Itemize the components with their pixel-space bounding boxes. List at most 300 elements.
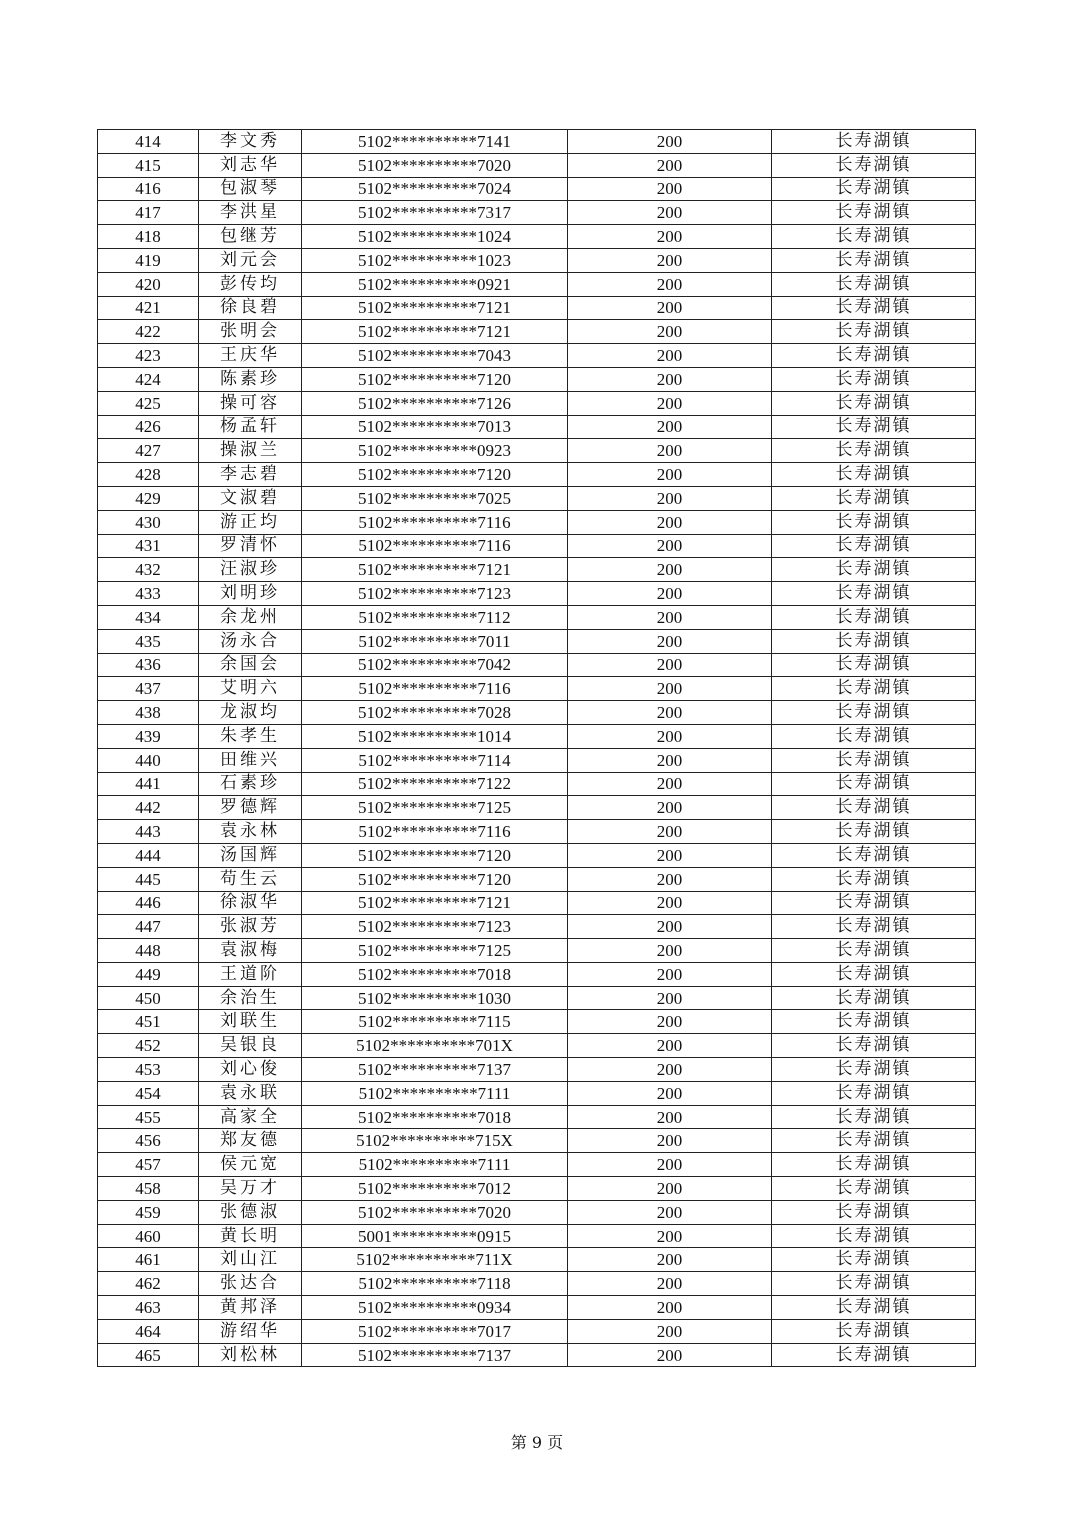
table-row — [98, 891, 976, 915]
amount-cell: 200 — [568, 939, 772, 963]
town-cell: 长寿湖镇 — [772, 177, 976, 201]
amount-cell: 200 — [568, 1200, 772, 1224]
name-cell: 黄邦泽 — [199, 1296, 302, 1320]
id-number-cell: 5102**********1014 — [302, 724, 568, 748]
id-number-cell: 5102**********7116 — [302, 510, 568, 534]
row-number-cell: 454 — [98, 1081, 199, 1105]
id-number-cell: 5102**********7025 — [302, 486, 568, 510]
name-cell: 刘山江 — [199, 1248, 302, 1272]
id-number-cell: 5102**********7013 — [302, 415, 568, 439]
name-cell: 田维兴 — [199, 748, 302, 772]
amount-cell: 200 — [568, 1248, 772, 1272]
id-number-cell: 5102**********7018 — [302, 1105, 568, 1129]
table-row — [98, 605, 976, 629]
id-number-cell: 5102**********7120 — [302, 463, 568, 487]
table-row — [98, 748, 976, 772]
amount-cell: 200 — [568, 772, 772, 796]
row-number-cell: 414 — [98, 130, 199, 154]
amount-cell: 200 — [568, 653, 772, 677]
town-cell: 长寿湖镇 — [772, 820, 976, 844]
id-number-cell: 5102**********0923 — [302, 439, 568, 463]
row-number-cell: 431 — [98, 534, 199, 558]
id-number-cell: 5102**********0921 — [302, 272, 568, 296]
town-cell: 长寿湖镇 — [772, 582, 976, 606]
amount-cell: 200 — [568, 1177, 772, 1201]
row-number-cell: 419 — [98, 248, 199, 272]
page-number: 第 9 页 — [510, 1433, 564, 1452]
name-cell: 吴银良 — [199, 1034, 302, 1058]
name-cell: 操淑兰 — [199, 439, 302, 463]
id-number-cell: 5102**********711X — [302, 1248, 568, 1272]
id-number-cell: 5102**********7114 — [302, 748, 568, 772]
id-number-cell: 5102**********7123 — [302, 582, 568, 606]
row-number-cell: 418 — [98, 225, 199, 249]
row-number-cell: 449 — [98, 962, 199, 986]
name-cell: 袁淑梅 — [199, 939, 302, 963]
row-number-cell: 450 — [98, 986, 199, 1010]
table-row — [98, 1319, 976, 1343]
table-row — [98, 248, 976, 272]
table-row — [98, 367, 976, 391]
name-cell: 包继芳 — [199, 225, 302, 249]
amount-cell: 200 — [568, 510, 772, 534]
table-row — [98, 1034, 976, 1058]
town-cell: 长寿湖镇 — [772, 867, 976, 891]
table-row — [98, 272, 976, 296]
town-cell: 长寿湖镇 — [772, 415, 976, 439]
name-cell: 徐良碧 — [199, 296, 302, 320]
row-number-cell: 425 — [98, 391, 199, 415]
table-row — [98, 1129, 976, 1153]
row-number-cell: 446 — [98, 891, 199, 915]
id-number-cell: 5102**********7111 — [302, 1153, 568, 1177]
id-number-cell: 5102**********7137 — [302, 1343, 568, 1367]
amount-cell: 200 — [568, 582, 772, 606]
table-row — [98, 1224, 976, 1248]
name-cell: 罗德辉 — [199, 796, 302, 820]
table-row — [98, 677, 976, 701]
town-cell: 长寿湖镇 — [772, 986, 976, 1010]
id-number-cell: 5102**********7317 — [302, 201, 568, 225]
name-cell: 侯元宽 — [199, 1153, 302, 1177]
amount-cell: 200 — [568, 1034, 772, 1058]
row-number-cell: 435 — [98, 629, 199, 653]
id-number-cell: 5102**********0934 — [302, 1296, 568, 1320]
amount-cell: 200 — [568, 391, 772, 415]
amount-cell: 200 — [568, 367, 772, 391]
town-cell: 长寿湖镇 — [772, 510, 976, 534]
row-number-cell: 434 — [98, 605, 199, 629]
amount-cell: 200 — [568, 1224, 772, 1248]
town-cell: 长寿湖镇 — [772, 1224, 976, 1248]
table-row — [98, 130, 976, 154]
row-number-cell: 464 — [98, 1319, 199, 1343]
id-number-cell: 5102**********7028 — [302, 701, 568, 725]
town-cell: 长寿湖镇 — [772, 1034, 976, 1058]
row-number-cell: 456 — [98, 1129, 199, 1153]
table-row — [98, 296, 976, 320]
town-cell: 长寿湖镇 — [772, 1177, 976, 1201]
amount-cell: 200 — [568, 534, 772, 558]
table-row — [98, 320, 976, 344]
name-cell: 苟生云 — [199, 867, 302, 891]
name-cell: 游绍华 — [199, 1319, 302, 1343]
amount-cell: 200 — [568, 867, 772, 891]
id-number-cell: 5102**********7024 — [302, 177, 568, 201]
amount-cell: 200 — [568, 629, 772, 653]
town-cell: 长寿湖镇 — [772, 701, 976, 725]
row-number-cell: 421 — [98, 296, 199, 320]
town-cell: 长寿湖镇 — [772, 1272, 976, 1296]
amount-cell: 200 — [568, 1296, 772, 1320]
table-row — [98, 653, 976, 677]
name-cell: 龙淑均 — [199, 701, 302, 725]
town-cell: 长寿湖镇 — [772, 843, 976, 867]
row-number-cell: 437 — [98, 677, 199, 701]
table-row — [98, 867, 976, 891]
table-row — [98, 1272, 976, 1296]
row-number-cell: 427 — [98, 439, 199, 463]
roster-table-body — [98, 130, 976, 1367]
row-number-cell: 433 — [98, 582, 199, 606]
town-cell: 长寿湖镇 — [772, 1153, 976, 1177]
table-row — [98, 415, 976, 439]
table-row — [98, 724, 976, 748]
amount-cell: 200 — [568, 225, 772, 249]
amount-cell: 200 — [568, 486, 772, 510]
table-row — [98, 510, 976, 534]
table-row — [98, 439, 976, 463]
id-number-cell: 5102**********701X — [302, 1034, 568, 1058]
amount-cell: 200 — [568, 677, 772, 701]
row-number-cell: 440 — [98, 748, 199, 772]
name-cell: 徐淑华 — [199, 891, 302, 915]
town-cell: 长寿湖镇 — [772, 344, 976, 368]
town-cell: 长寿湖镇 — [772, 772, 976, 796]
id-number-cell: 5102**********7011 — [302, 629, 568, 653]
row-number-cell: 438 — [98, 701, 199, 725]
name-cell: 汤国辉 — [199, 843, 302, 867]
town-cell: 长寿湖镇 — [772, 1129, 976, 1153]
row-number-cell: 430 — [98, 510, 199, 534]
id-number-cell: 5102**********7141 — [302, 130, 568, 154]
name-cell: 操可容 — [199, 391, 302, 415]
amount-cell: 200 — [568, 1058, 772, 1082]
id-number-cell: 5102**********7112 — [302, 605, 568, 629]
id-number-cell: 5102**********7116 — [302, 820, 568, 844]
row-number-cell: 423 — [98, 344, 199, 368]
table-row — [98, 391, 976, 415]
id-number-cell: 5102**********7126 — [302, 391, 568, 415]
amount-cell: 200 — [568, 153, 772, 177]
table-row — [98, 939, 976, 963]
row-number-cell: 453 — [98, 1058, 199, 1082]
amount-cell: 200 — [568, 201, 772, 225]
row-number-cell: 436 — [98, 653, 199, 677]
name-cell: 文淑碧 — [199, 486, 302, 510]
row-number-cell: 455 — [98, 1105, 199, 1129]
amount-cell: 200 — [568, 1010, 772, 1034]
table-row — [98, 1105, 976, 1129]
name-cell: 李文秀 — [199, 130, 302, 154]
amount-cell: 200 — [568, 558, 772, 582]
id-number-cell: 5102**********7118 — [302, 1272, 568, 1296]
table-row — [98, 796, 976, 820]
id-number-cell: 5102**********7123 — [302, 915, 568, 939]
table-row — [98, 1343, 976, 1367]
row-number-cell: 465 — [98, 1343, 199, 1367]
name-cell: 黄长明 — [199, 1224, 302, 1248]
row-number-cell: 429 — [98, 486, 199, 510]
amount-cell: 200 — [568, 843, 772, 867]
row-number-cell: 415 — [98, 153, 199, 177]
id-number-cell: 5102**********1024 — [302, 225, 568, 249]
name-cell: 游正均 — [199, 510, 302, 534]
amount-cell: 200 — [568, 248, 772, 272]
name-cell: 刘志华 — [199, 153, 302, 177]
name-cell: 吴万才 — [199, 1177, 302, 1201]
town-cell: 长寿湖镇 — [772, 677, 976, 701]
amount-cell: 200 — [568, 177, 772, 201]
id-number-cell: 5102**********7125 — [302, 796, 568, 820]
row-number-cell: 447 — [98, 915, 199, 939]
id-number-cell: 5001**********0915 — [302, 1224, 568, 1248]
town-cell: 长寿湖镇 — [772, 1200, 976, 1224]
row-number-cell: 432 — [98, 558, 199, 582]
row-number-cell: 445 — [98, 867, 199, 891]
id-number-cell: 5102**********7122 — [302, 772, 568, 796]
row-number-cell: 439 — [98, 724, 199, 748]
row-number-cell: 451 — [98, 1010, 199, 1034]
id-number-cell: 5102**********7120 — [302, 367, 568, 391]
town-cell: 长寿湖镇 — [772, 463, 976, 487]
table-row — [98, 629, 976, 653]
table-row — [98, 1010, 976, 1034]
row-number-cell: 417 — [98, 201, 199, 225]
name-cell: 余治生 — [199, 986, 302, 1010]
amount-cell: 200 — [568, 1081, 772, 1105]
row-number-cell: 448 — [98, 939, 199, 963]
id-number-cell: 5102**********7020 — [302, 153, 568, 177]
row-number-cell: 441 — [98, 772, 199, 796]
town-cell: 长寿湖镇 — [772, 1343, 976, 1367]
table-row — [98, 1153, 976, 1177]
name-cell: 余龙州 — [199, 605, 302, 629]
id-number-cell: 5102**********7120 — [302, 867, 568, 891]
name-cell: 王庆华 — [199, 344, 302, 368]
town-cell: 长寿湖镇 — [772, 248, 976, 272]
amount-cell: 200 — [568, 701, 772, 725]
name-cell: 高家全 — [199, 1105, 302, 1129]
name-cell: 张德淑 — [199, 1200, 302, 1224]
name-cell: 李洪星 — [199, 201, 302, 225]
name-cell: 陈素珍 — [199, 367, 302, 391]
town-cell: 长寿湖镇 — [772, 1105, 976, 1129]
amount-cell: 200 — [568, 320, 772, 344]
town-cell: 长寿湖镇 — [772, 939, 976, 963]
table-row — [98, 1296, 976, 1320]
table-row — [98, 463, 976, 487]
table-row — [98, 820, 976, 844]
amount-cell: 200 — [568, 1272, 772, 1296]
table-row — [98, 915, 976, 939]
town-cell: 长寿湖镇 — [772, 1010, 976, 1034]
town-cell: 长寿湖镇 — [772, 915, 976, 939]
amount-cell: 200 — [568, 1343, 772, 1367]
town-cell: 长寿湖镇 — [772, 1081, 976, 1105]
id-number-cell: 5102**********1023 — [302, 248, 568, 272]
table-row — [98, 843, 976, 867]
town-cell: 长寿湖镇 — [772, 320, 976, 344]
amount-cell: 200 — [568, 605, 772, 629]
row-number-cell: 420 — [98, 272, 199, 296]
id-number-cell: 5102**********7125 — [302, 939, 568, 963]
id-number-cell: 5102**********1030 — [302, 986, 568, 1010]
name-cell: 刘元会 — [199, 248, 302, 272]
table-row — [98, 201, 976, 225]
name-cell: 石素珍 — [199, 772, 302, 796]
town-cell: 长寿湖镇 — [772, 201, 976, 225]
table-row — [98, 1177, 976, 1201]
id-number-cell: 5102**********7120 — [302, 843, 568, 867]
name-cell: 杨孟轩 — [199, 415, 302, 439]
town-cell: 长寿湖镇 — [772, 891, 976, 915]
id-number-cell: 5102**********7018 — [302, 962, 568, 986]
table-row — [98, 534, 976, 558]
id-number-cell: 5102**********7017 — [302, 1319, 568, 1343]
row-number-cell: 457 — [98, 1153, 199, 1177]
amount-cell: 200 — [568, 1105, 772, 1129]
name-cell: 包淑琴 — [199, 177, 302, 201]
row-number-cell: 426 — [98, 415, 199, 439]
town-cell: 长寿湖镇 — [772, 605, 976, 629]
amount-cell: 200 — [568, 724, 772, 748]
name-cell: 罗清怀 — [199, 534, 302, 558]
table-row — [98, 177, 976, 201]
name-cell: 刘心俊 — [199, 1058, 302, 1082]
town-cell: 长寿湖镇 — [772, 391, 976, 415]
name-cell: 刘松林 — [199, 1343, 302, 1367]
row-number-cell: 442 — [98, 796, 199, 820]
id-number-cell: 5102**********7020 — [302, 1200, 568, 1224]
id-number-cell: 5102**********7012 — [302, 1177, 568, 1201]
table-row — [98, 486, 976, 510]
id-number-cell: 5102**********7121 — [302, 296, 568, 320]
row-number-cell: 443 — [98, 820, 199, 844]
table-row — [98, 1200, 976, 1224]
table-row — [98, 1248, 976, 1272]
table-row — [98, 225, 976, 249]
row-number-cell: 452 — [98, 1034, 199, 1058]
row-number-cell: 424 — [98, 367, 199, 391]
amount-cell: 200 — [568, 439, 772, 463]
id-number-cell: 5102**********7116 — [302, 534, 568, 558]
amount-cell: 200 — [568, 796, 772, 820]
id-number-cell: 5102**********7121 — [302, 891, 568, 915]
row-number-cell: 428 — [98, 463, 199, 487]
town-cell: 长寿湖镇 — [772, 486, 976, 510]
name-cell: 彭传均 — [199, 272, 302, 296]
id-number-cell: 5102**********715X — [302, 1129, 568, 1153]
town-cell: 长寿湖镇 — [772, 653, 976, 677]
town-cell: 长寿湖镇 — [772, 1319, 976, 1343]
town-cell: 长寿湖镇 — [772, 1248, 976, 1272]
row-number-cell: 458 — [98, 1177, 199, 1201]
row-number-cell: 462 — [98, 1272, 199, 1296]
town-cell: 长寿湖镇 — [772, 153, 976, 177]
name-cell: 张明会 — [199, 320, 302, 344]
table-row — [98, 344, 976, 368]
row-number-cell: 444 — [98, 843, 199, 867]
name-cell: 张达合 — [199, 1272, 302, 1296]
id-number-cell: 5102**********7042 — [302, 653, 568, 677]
town-cell: 长寿湖镇 — [772, 748, 976, 772]
name-cell: 刘明珍 — [199, 582, 302, 606]
town-cell: 长寿湖镇 — [772, 962, 976, 986]
name-cell: 汪淑珍 — [199, 558, 302, 582]
name-cell: 袁永林 — [199, 820, 302, 844]
table-row — [98, 558, 976, 582]
amount-cell: 200 — [568, 986, 772, 1010]
name-cell: 李志碧 — [199, 463, 302, 487]
town-cell: 长寿湖镇 — [772, 724, 976, 748]
amount-cell: 200 — [568, 272, 772, 296]
id-number-cell: 5102**********7115 — [302, 1010, 568, 1034]
name-cell: 袁永联 — [199, 1081, 302, 1105]
amount-cell: 200 — [568, 130, 772, 154]
town-cell: 长寿湖镇 — [772, 296, 976, 320]
row-number-cell: 422 — [98, 320, 199, 344]
table-row — [98, 986, 976, 1010]
amount-cell: 200 — [568, 1129, 772, 1153]
amount-cell: 200 — [568, 820, 772, 844]
amount-cell: 200 — [568, 415, 772, 439]
name-cell: 余国会 — [199, 653, 302, 677]
town-cell: 长寿湖镇 — [772, 367, 976, 391]
row-number-cell: 463 — [98, 1296, 199, 1320]
amount-cell: 200 — [568, 748, 772, 772]
amount-cell: 200 — [568, 915, 772, 939]
id-number-cell: 5102**********7121 — [302, 320, 568, 344]
row-number-cell: 461 — [98, 1248, 199, 1272]
name-cell: 艾明六 — [199, 677, 302, 701]
town-cell: 长寿湖镇 — [772, 534, 976, 558]
town-cell: 长寿湖镇 — [772, 629, 976, 653]
id-number-cell: 5102**********7043 — [302, 344, 568, 368]
town-cell: 长寿湖镇 — [772, 225, 976, 249]
table-row — [98, 1081, 976, 1105]
amount-cell: 200 — [568, 1153, 772, 1177]
roster-table-container — [97, 129, 975, 1367]
id-number-cell: 5102**********7116 — [302, 677, 568, 701]
name-cell: 郑友德 — [199, 1129, 302, 1153]
name-cell: 汤永合 — [199, 629, 302, 653]
table-row — [98, 701, 976, 725]
town-cell: 长寿湖镇 — [772, 439, 976, 463]
amount-cell: 200 — [568, 891, 772, 915]
town-cell: 长寿湖镇 — [772, 558, 976, 582]
id-number-cell: 5102**********7137 — [302, 1058, 568, 1082]
name-cell: 刘联生 — [199, 1010, 302, 1034]
table-row — [98, 962, 976, 986]
town-cell: 长寿湖镇 — [772, 796, 976, 820]
table-row — [98, 1058, 976, 1082]
table-row — [98, 582, 976, 606]
town-cell: 长寿湖镇 — [772, 1058, 976, 1082]
name-cell: 王道阶 — [199, 962, 302, 986]
amount-cell: 200 — [568, 296, 772, 320]
roster-table — [97, 129, 976, 1367]
